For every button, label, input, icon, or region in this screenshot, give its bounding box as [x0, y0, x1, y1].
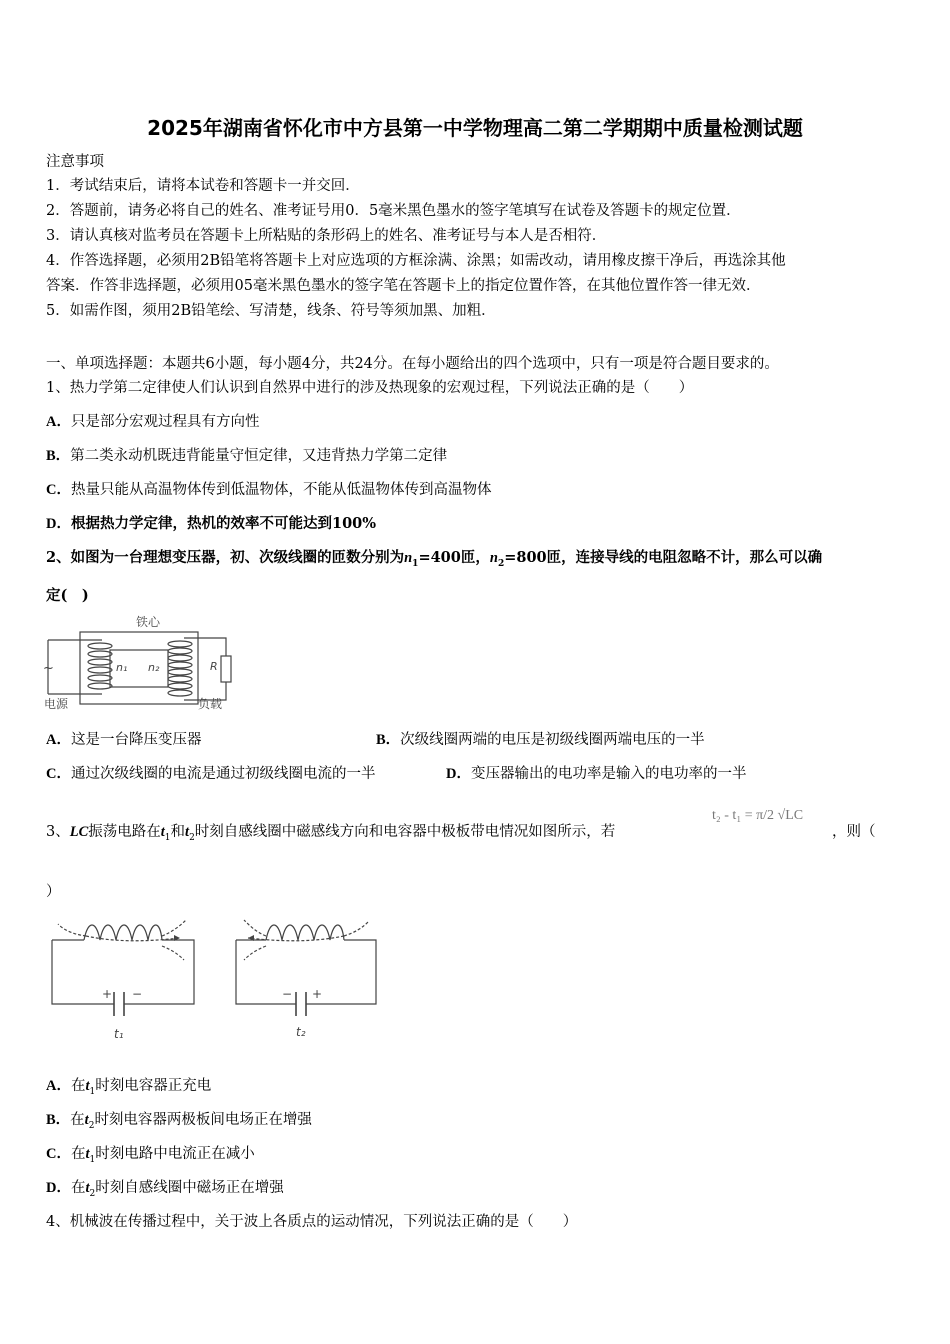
- lc-circuit-figure: [44, 912, 384, 1044]
- q4-stem: 4、机械波在传播过程中，关于波上各质点的运动情况，下列说法正确的是（ ）: [46, 1214, 578, 1230]
- q1-option-d: D．根据热力学定律，热机的效率不可能达到100%: [46, 515, 377, 532]
- minus-2: −: [282, 987, 293, 1001]
- load-label: 负载: [198, 697, 223, 710]
- circuit-1-wire: [52, 940, 194, 1004]
- q1-option-b: B．第二类永动机既违背能量守恒定律，又违背热力学第二定律: [46, 448, 448, 464]
- notice-item: 4．作答选择题，必须用2B铅笔将答题卡上对应选项的方框涂满、涂黑；如需改动，请用橡皮擦干净后，再选涂其他: [46, 253, 786, 269]
- capacitor-2: [296, 992, 306, 1016]
- q1-stem: 1、热力学第二定律使人们认识到自然界中进行的涉及热现象的宏观过程，下列说法正确的是（ ）: [46, 380, 694, 396]
- q3-option-b: B．在$t_2$时刻电容器两极板间电场正在增强: [46, 1112, 312, 1131]
- notice-item: 2．答题前，请务必将自己的姓名、准考证号用0．5毫米黑色墨水的签字笔填写在试卷及答题卡的规定位置．: [46, 203, 741, 219]
- secondary-coil: [168, 641, 192, 696]
- page-title: 2025年湖南省怀化市中方县第一中学物理高二第二学期期中质量检测试题: [147, 116, 803, 140]
- n1-label: n₁: [116, 661, 128, 674]
- plus-1: +: [102, 987, 113, 1001]
- transformer-figure: [40, 610, 240, 710]
- notice-item: 答案．作答非选择题，必须用05毫米黑色墨水的签字笔在答题卡上的指定位置作答，在其他位置作答一律无效．: [46, 278, 761, 294]
- inductor-1: [84, 925, 162, 940]
- q3-stem-end: ，则（: [832, 824, 876, 840]
- t2-label: t₂: [296, 1025, 306, 1039]
- notice-heading: 注意事项: [46, 154, 104, 170]
- ac-source-icon: ~: [43, 661, 54, 676]
- n2-label: n₂: [148, 661, 160, 674]
- q2-option-a: A．这是一台降压变压器: [46, 732, 202, 748]
- q3-option-c: C．在$t_1$时刻电路中电流正在减小: [46, 1146, 255, 1165]
- q2-option-c: C．通过次级线圈的电流是通过初级线圈电流的一半: [46, 766, 376, 782]
- section-heading: 一、单项选择题：本题共6小题，每小题4分，共24分。在每小题给出的四个选项中，只有一项是符合题目要求的。: [46, 356, 779, 372]
- q3-option-d: D．在$t_2$时刻自感线圈中磁场正在增强: [46, 1180, 284, 1199]
- t1-label: t₁: [114, 1027, 124, 1041]
- notice-item: 3．请认真核对监考员在答题卡上所粘贴的条形码上的姓名、准考证号与本人是否相符．: [46, 228, 607, 244]
- q3-stem-close: ）: [46, 884, 61, 900]
- source-label: 电源: [44, 697, 69, 710]
- capacitor-1: [114, 992, 124, 1016]
- q3-formula: t₂ - t₁ = π/2 √LC: [712, 808, 804, 823]
- q3-stem: 3、LC振荡电路在$t_1$和$t_2$时刻自感线圈中磁感线方向和电容器中极板带电情况如图所示，若: [46, 824, 616, 843]
- minus-1: −: [132, 987, 143, 1001]
- plus-2: +: [312, 987, 323, 1001]
- q2-option-d: D．变压器输出的电功率是输入的电功率的一半: [446, 766, 747, 782]
- notice-item: 1．考试结束后，请将本试卷和答题卡一并交回．: [46, 178, 360, 194]
- q2-stem: 2、如图为一台理想变压器，初、次级线圈的匝数分别为$n_1=400$匝，$n_2=800$匝，连接导线的电阻忽略不计，那么可以确: [46, 549, 823, 569]
- q1-option-c: C．热量只能从高温物体传到低温物体，不能从低温物体传到高温物体: [46, 482, 492, 498]
- q1-option-a: A．只是部分宏观过程具有方向性: [46, 414, 260, 430]
- r-label: R: [210, 660, 218, 673]
- notice-item: 5．如需作图，须用2B铅笔绘、写清楚，线条、符号等须加黑、加粗．: [46, 303, 496, 319]
- core-label: 铁心: [136, 615, 161, 629]
- q2-stem-cont: 定( ): [46, 587, 89, 604]
- q3-option-a: A．在$t_1$时刻电容器正充电: [46, 1078, 212, 1097]
- q2-option-b: B．次级线圈两端的电压是初级线圈两端电压的一半: [376, 732, 705, 748]
- resistor: [221, 656, 231, 682]
- primary-coil: [88, 643, 112, 689]
